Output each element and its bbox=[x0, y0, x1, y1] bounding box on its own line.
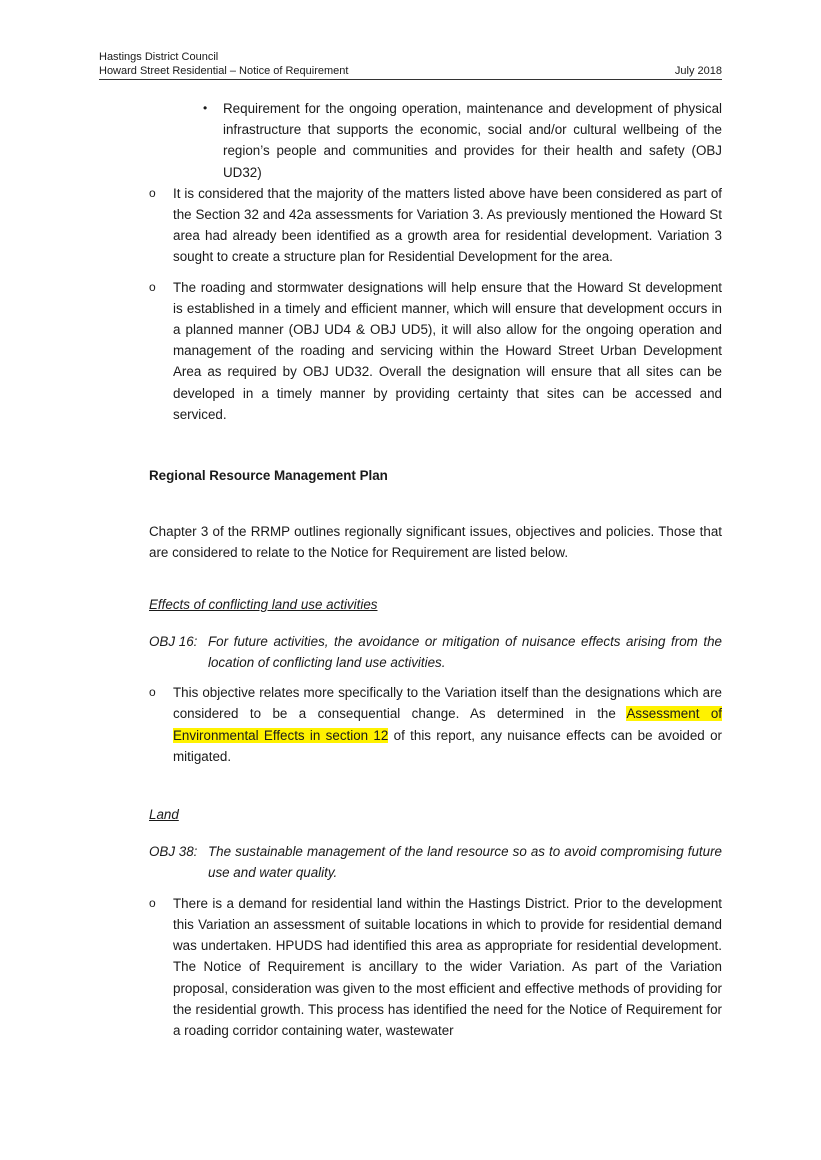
objective-label: OBJ 38: bbox=[149, 844, 198, 860]
objective-label: OBJ 16: bbox=[149, 633, 198, 649]
circle-bullet-icon: o bbox=[149, 279, 156, 294]
section-land-title: Land bbox=[149, 807, 179, 823]
bullet-dot-icon: • bbox=[203, 101, 208, 115]
page-body bbox=[99, 98, 722, 1041]
list-item bbox=[99, 682, 722, 767]
sub-bullet-text: Requirement for the ongoing operation, maintenance and development of physical infrastructure that supports the economic, social and/or cultural wellbeing of the region’s people and communities and provides for their health and safety (OBJ UD32) bbox=[223, 101, 722, 180]
list-item bbox=[99, 277, 722, 425]
header-date: July 2018 bbox=[674, 65, 722, 77]
list-item bbox=[99, 893, 722, 1041]
highlighted-reference: Assessment of Environmental Effects in section 12 bbox=[173, 706, 722, 743]
circle-bullet-icon: o bbox=[149, 895, 156, 910]
header-org: Hastings District Council bbox=[99, 51, 219, 63]
rrmp-heading: Regional Resource Management Plan bbox=[149, 468, 388, 484]
rrmp-intro: Chapter 3 of the RRMP outlines regionally significant issues, objectives and policies. Those that are considered to relate to the Notice for Requirement are listed below. bbox=[149, 524, 722, 561]
list-item-text: It is considered that the majority of the matters listed above have been considered as part of the Section 32 and 42a assessments for Variation 3. As previously mentioned the Howard St area had already been identified as a growth area for residential development. Variation 3 sought to create a structure plan for Residential Development for the area. bbox=[173, 185, 722, 265]
list-item-text: The roading and stormwater designations will help ensure that the Howard St development is established in a timely and efficient manner, which will ensure that development occurs in a planned manner (OBJ UD4 & OBJ UD5), it will also allow for the ongoing operation and management of the roading and servicing within the Howard Street Urban Development Area as required by OBJ UD32. Overall the designation will ensure that all sites can be developed in a timely manner by providing certainty that sites can be accessed and serviced. bbox=[173, 279, 722, 422]
header-title-row bbox=[99, 64, 722, 80]
header-doc-title: Howard Street Residential – Notice of Requirement bbox=[99, 65, 349, 77]
circle-bullet-icon: o bbox=[149, 685, 156, 700]
text-before-highlight: This objective relates more specifically to the Variation itself than the designations which are considered to be a consequential change. As determined in the bbox=[173, 685, 722, 722]
section-conflict-title: Effects of conflicting land use activities bbox=[149, 596, 378, 612]
text-after-highlight: of this report, any nuisance effects can be avoided or mitigated. bbox=[173, 727, 722, 764]
objective-text: The sustainable management of the land resource so as to avoid compromising future use and water quality. bbox=[208, 844, 722, 881]
list-item bbox=[99, 183, 722, 268]
objective-38 bbox=[99, 841, 722, 883]
list-item-text: There is a demand for residential land within the Hastings District. Prior to the development this Variation an assessment of suitable locations in which to provide for residential demand was undertaken. HPUDS had identified this area as appropriate for residential development. The Notice of Requirement is ancillary to the wider Variation. As part of the Variation proposal, consideration was given to the most efficient and effective methods of providing for the residential growth. This process has identified the need for the Notice of Requirement for a roading corridor containing water, wastewater bbox=[173, 895, 722, 1038]
circle-bullet-icon: o bbox=[149, 185, 156, 200]
objective-text: For future activities, the avoidance or mitigation of nuisance effects arising from the location of conflicting land use activities. bbox=[208, 633, 722, 671]
objective-16 bbox=[99, 631, 722, 673]
page-header bbox=[99, 50, 722, 80]
list-item-text bbox=[173, 682, 722, 767]
sub-bullet-item bbox=[99, 98, 722, 183]
